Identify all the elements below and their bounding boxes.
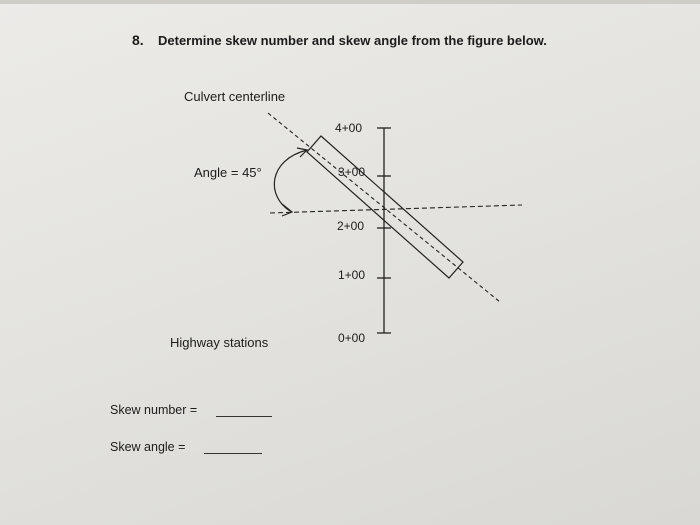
culvert-rectangle (307, 136, 463, 278)
station-label-2-00: 2+00 (337, 219, 365, 233)
station-label-1-00: 1+00 (338, 268, 366, 282)
reference-dashed-line (270, 205, 522, 213)
angle-arc (274, 150, 307, 211)
highway-stations-label: Highway stations (170, 335, 269, 350)
skew-number-blank[interactable] (216, 416, 272, 417)
question-number: 8. (132, 32, 144, 48)
station-label-4-00: 4+00 (335, 121, 363, 135)
question-text: Determine skew number and skew angle from the figure below. (158, 33, 547, 48)
skew-number-label: Skew number = (110, 403, 198, 417)
station-label-3-00: 3+00 (338, 165, 366, 179)
skew-angle-label: Skew angle = (110, 440, 186, 454)
station-label-0-00: 0+00 (338, 331, 366, 345)
culvert-centerline-label: Culvert centerline (184, 89, 286, 104)
angle-arrowhead-bottom (282, 204, 292, 216)
skew-angle-blank[interactable] (204, 453, 262, 454)
angle-label: Angle = 45° (194, 165, 262, 180)
